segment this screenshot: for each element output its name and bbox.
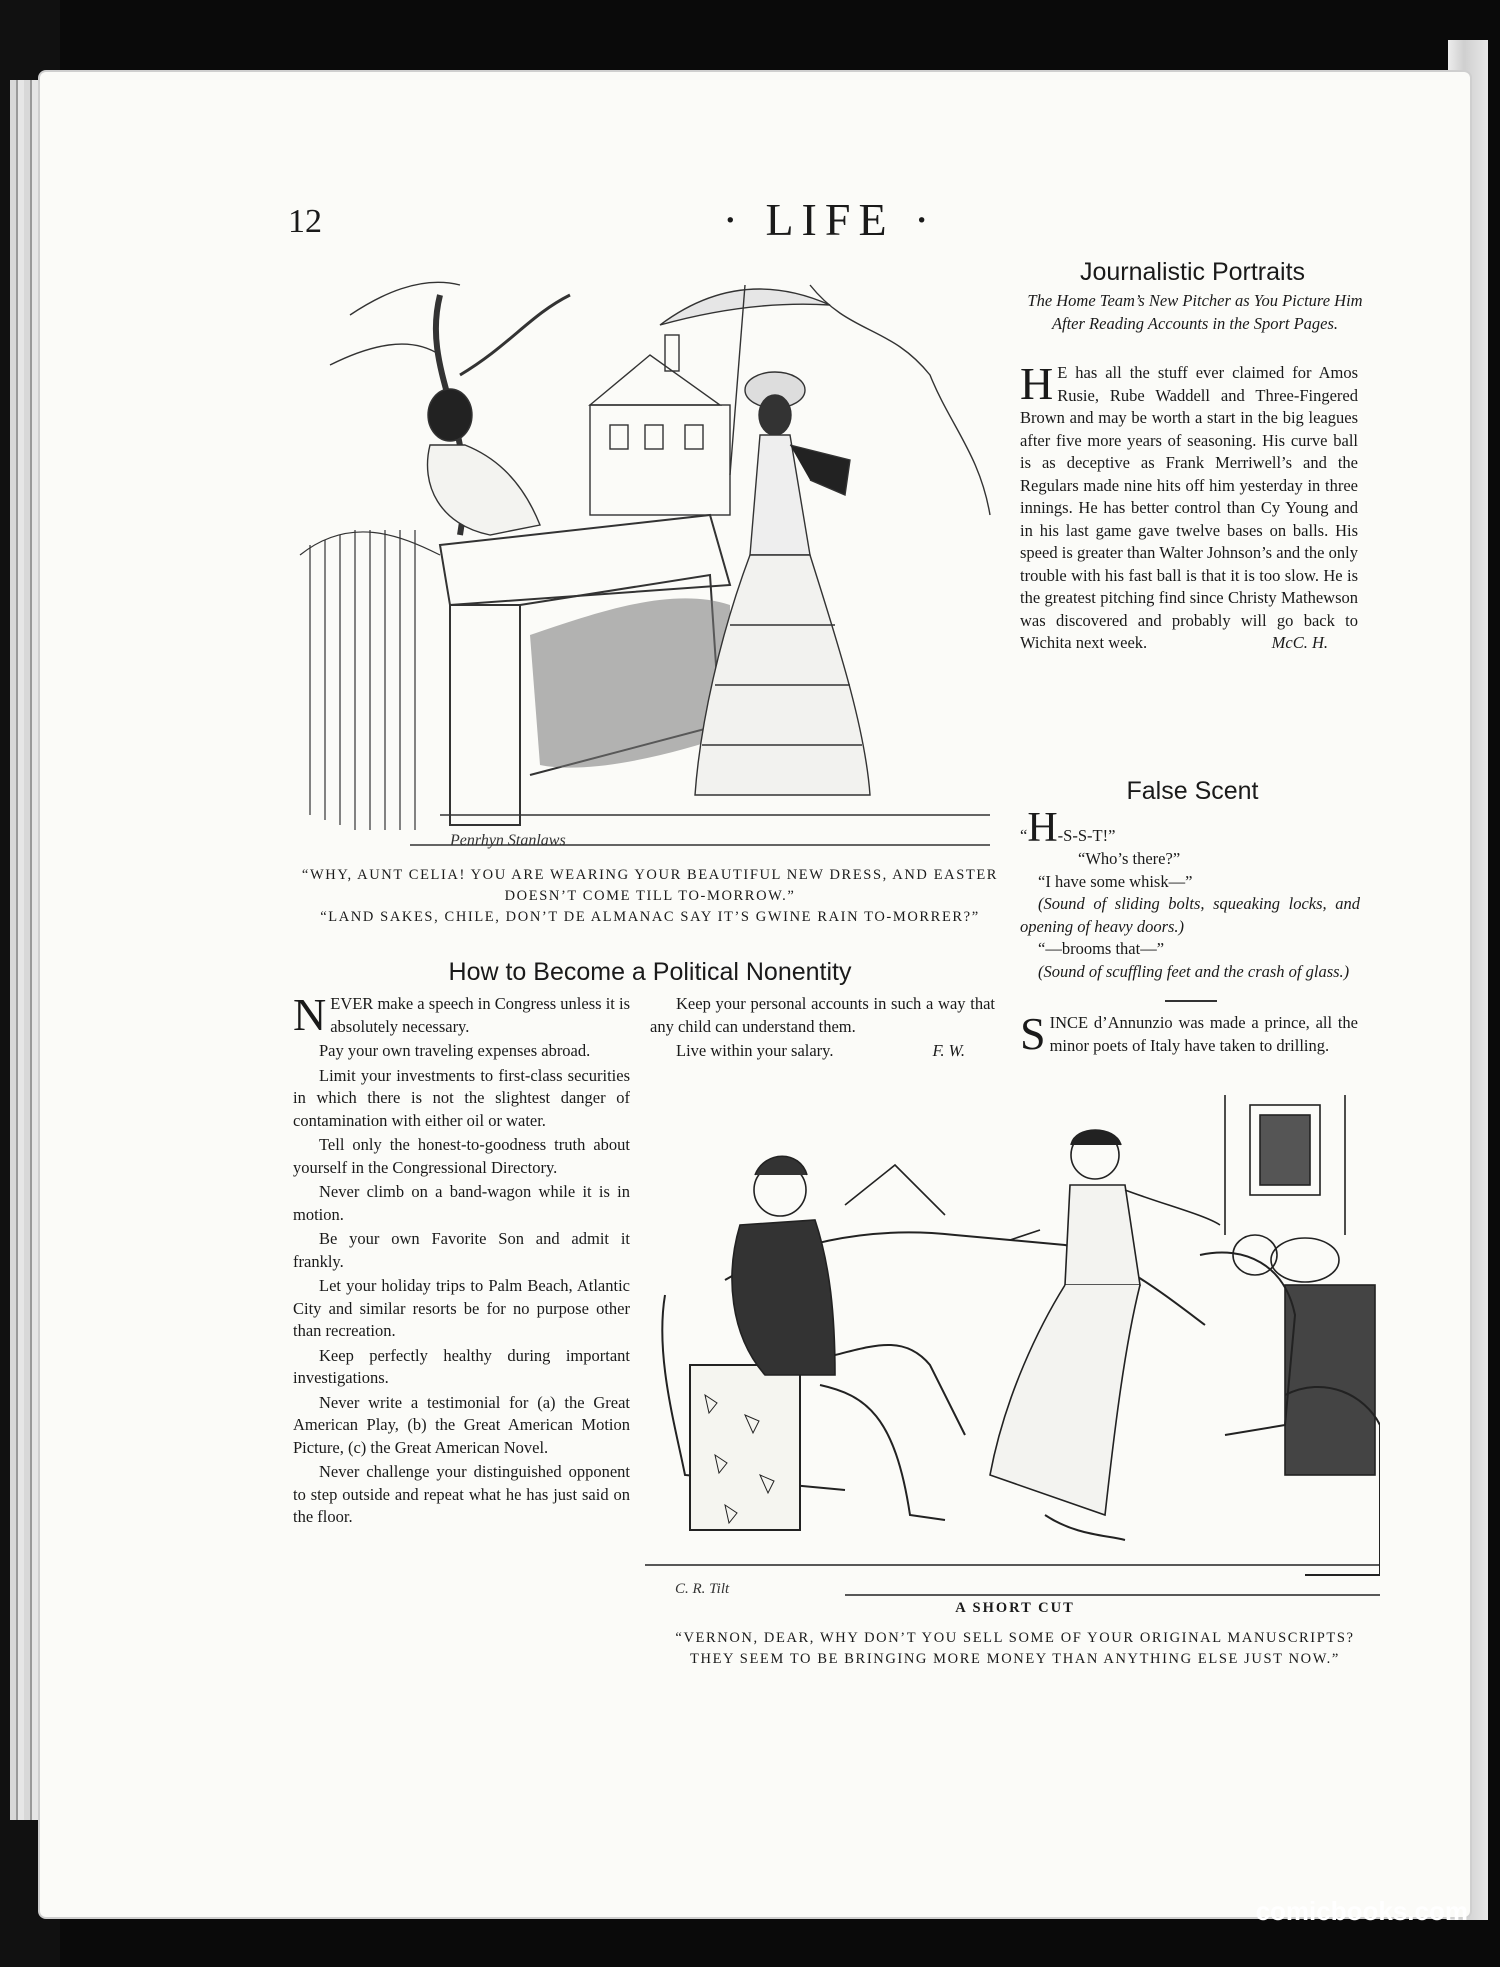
paragraph: Pay your own traveling expenses abroad. [319,1041,591,1060]
caption-line: “WHY, AUNT CELIA! YOU ARE WEARING YOUR BEAUTIFUL NEW DRESS, AND EASTER [301,867,999,883]
dialogue-line: “I have some whisk—” [1038,871,1193,891]
signature: F. W. [932,1041,965,1060]
garden-gate-illustration [290,255,1000,855]
stage-direction: (Sound of scuffling feet and the crash of glass.) [1038,961,1350,981]
paragraph: Never write a testimonial for (a) the Great American Play, (b) the Great American Motion Picture, (c) the Great American Novel. [293,1392,630,1457]
article-subtitle: The Home Team’s New Pitcher as You Picture Him After Reading Accounts in the Sport Pages. [1027,291,1363,333]
signature: McC. H. [1271,633,1328,652]
paragraph: SINCE d’Annunzio was made a prince, all the minor poets of Italy have taken to drilling. [1020,1008,1358,1059]
dannunzio-item [1020,1008,1358,1059]
paragraph: Keep perfectly healthy during important investigations. [293,1345,630,1387]
cartoon-2-caption [650,1628,1380,1670]
paragraph: Never challenge your distinguished opponent to step outside and repeat what he has just said on the floor. [293,1462,630,1526]
masthead: · LIFE · [722,194,938,245]
journalistic-body [1020,358,1358,657]
paragraph: NEVER make a speech in Congress unless it is absolutely necessary. [293,989,630,1040]
caption-line: DOESN’T COME TILL TO-MORROW.” [504,888,796,904]
svg-text:Penrhyn Stanlaws: Penrhyn Stanlaws [450,832,566,849]
paragraph: Tell only the honest-to-goodness truth about yourself in the Congressional Directory. [293,1135,630,1177]
dropcap: N [293,989,327,1040]
page-number: 12 [288,203,322,240]
paragraph: Keep your personal accounts in such a way that any child can understand them. [650,994,995,1036]
paragraph: H E has all the stuff ever claimed for Amos Rusie, Rube Waddell and Three-Fingered Brown and may be worth a start in the big leagues after five more years of seasoning. His curve ball is as deceptive as Frank Merriwell’s and the Regulars made nine hits off him yesterday in three innings. He has better control than Cy Young and in his last game gave twelve bases on balls. His speed is greater than Walter Johnson’s and the only trouble with his fast ball is that it is too slow. He is the greatest pitching find since Christy Mathewson was discovered and probably will go back to Wichita next week. McC. H. [1020,362,1358,655]
divider-rule [1165,1000,1217,1002]
dropcap: H [1027,805,1058,851]
dialogue-line: “H-S-S-T!” [1020,805,1116,851]
paragraph: Limit your investments to first-class securities in which there is not the slightest danger of contamination with either oil or water. [293,1065,630,1130]
article-title: Journalistic Portraits [1079,258,1306,286]
political-left-column [293,989,630,1531]
watermark: comicbooks.com [1255,1896,1468,1926]
political-right-column [650,993,995,1065]
article-title: False Scent [1126,777,1259,805]
paragraph: Let your holiday trips to Palm Beach, Atlantic City and similar resorts be for no purpose other than recreation. [293,1276,630,1340]
short-cut-illustration [645,1095,1380,1600]
caption-line: “VERNON, DEAR, WHY DON’T YOU SELL SOME OF YOUR ORIGINAL MANUSCRIPTS? [675,1630,1355,1646]
cartoon-2-title: A SHORT CUT [955,1600,1075,1616]
stage-direction: (Sound of sliding bolts, squeaking locks, and opening of heavy doors.) [1020,894,1360,936]
dropcap: H [1020,358,1054,409]
dialogue-line: “Who’s there?” [1078,849,1181,868]
false-scent-body [1020,805,1360,983]
svg-text:C. R. Tilt: C. R. Tilt [675,1581,730,1597]
dropcap: S [1020,1008,1046,1059]
paragraph: Be your own Favorite Son and admit it frankly. [293,1229,630,1271]
dialogue-line: “—brooms that—” [1038,939,1165,958]
caption-line: “LAND SAKES, CHILE, DON’T DE ALMANAC SAY IT’S GWINE RAIN TO-MORRER?” [320,909,980,925]
paragraph: Live within your salary. F. W. [650,1040,995,1063]
cartoon-1-caption [300,865,1000,928]
article-title: How to Become a Political Nonentity [448,958,852,986]
paragraph: Never climb on a band-wagon while it is in motion. [293,1182,630,1224]
caption-line: THEY SEEM TO BE BRINGING MORE MONEY THAN ANYTHING ELSE JUST NOW.” [690,1651,1340,1667]
